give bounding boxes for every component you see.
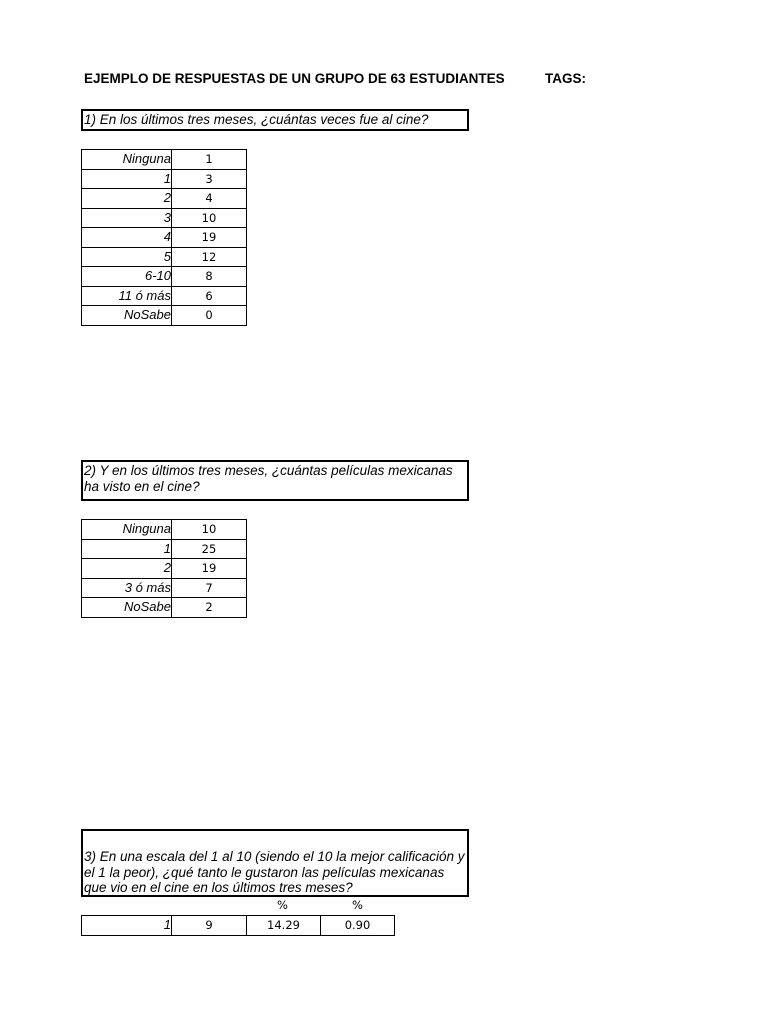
row-count: 19 (172, 228, 247, 248)
percent-header: % (352, 898, 363, 912)
row-count: 9 (172, 916, 247, 936)
row-label: Ninguna (82, 520, 172, 540)
table-row (82, 169, 247, 189)
percent-header: % (277, 898, 288, 912)
row-label: 1 (82, 539, 172, 559)
question-2-text: 2) Y en los últimos tres meses, ¿cuántas películas mexicanas ha visto en el cine? (84, 463, 453, 494)
row-label: 1 (82, 169, 172, 189)
table-row (82, 150, 247, 170)
row-count: 19 (172, 559, 247, 579)
row-label: NoSabe (82, 598, 172, 618)
question-1-table (81, 149, 247, 326)
row-count: 25 (172, 539, 247, 559)
row-count: 1 (172, 150, 247, 170)
row-label: 2 (82, 189, 172, 209)
table-row (82, 559, 247, 579)
table-row (82, 189, 247, 209)
question-2-table (81, 519, 247, 618)
table-row (82, 520, 247, 540)
row-label: 11 ó más (82, 286, 172, 306)
table-row (82, 267, 247, 287)
row-label: 4 (82, 228, 172, 248)
tags-label: TAGS: (545, 71, 586, 86)
row-count: 4 (172, 189, 247, 209)
row-label: 3 (82, 208, 172, 228)
row-label: 1 (82, 916, 172, 936)
row-label: 5 (82, 247, 172, 267)
row-count: 7 (172, 578, 247, 598)
question-2-box (81, 460, 469, 501)
row-label: 2 (82, 559, 172, 579)
row-label: 3 ó más (82, 578, 172, 598)
row-label: Ninguna (82, 150, 172, 170)
question-3-text: 3) En una escala del 1 al 10 (siendo el 10 la mejor calificación y el 1 la peor), ¿qué tanto le gustaron las películas mexicanas que vio en el cine en los últimos tres meses? (84, 849, 465, 895)
question-1-box (81, 109, 469, 131)
row-label: 6-10 (82, 267, 172, 287)
question-3-table (81, 915, 395, 936)
table-row (82, 578, 247, 598)
row-percent: 14.29 (247, 916, 321, 936)
table-row (82, 539, 247, 559)
row-count: 6 (172, 286, 247, 306)
row-label: NoSabe (82, 306, 172, 326)
row-count: 12 (172, 247, 247, 267)
table-row (82, 916, 395, 936)
question-1-text: 1) En los últimos tres meses, ¿cuántas veces fue al cine? (84, 112, 429, 127)
question-3-box (81, 829, 469, 897)
row-count: 2 (172, 598, 247, 618)
table-row (82, 228, 247, 248)
row-percent-2: 0.90 (321, 916, 395, 936)
table-row (82, 208, 247, 228)
row-count: 8 (172, 267, 247, 287)
table-row (82, 286, 247, 306)
table-row (82, 306, 247, 326)
table-row (82, 247, 247, 267)
page-title: EJEMPLO DE RESPUESTAS DE UN GRUPO DE 63 ESTUDIANTES (84, 71, 505, 86)
row-count: 10 (172, 520, 247, 540)
table-row (82, 598, 247, 618)
row-count: 0 (172, 306, 247, 326)
row-count: 3 (172, 169, 247, 189)
row-count: 10 (172, 208, 247, 228)
